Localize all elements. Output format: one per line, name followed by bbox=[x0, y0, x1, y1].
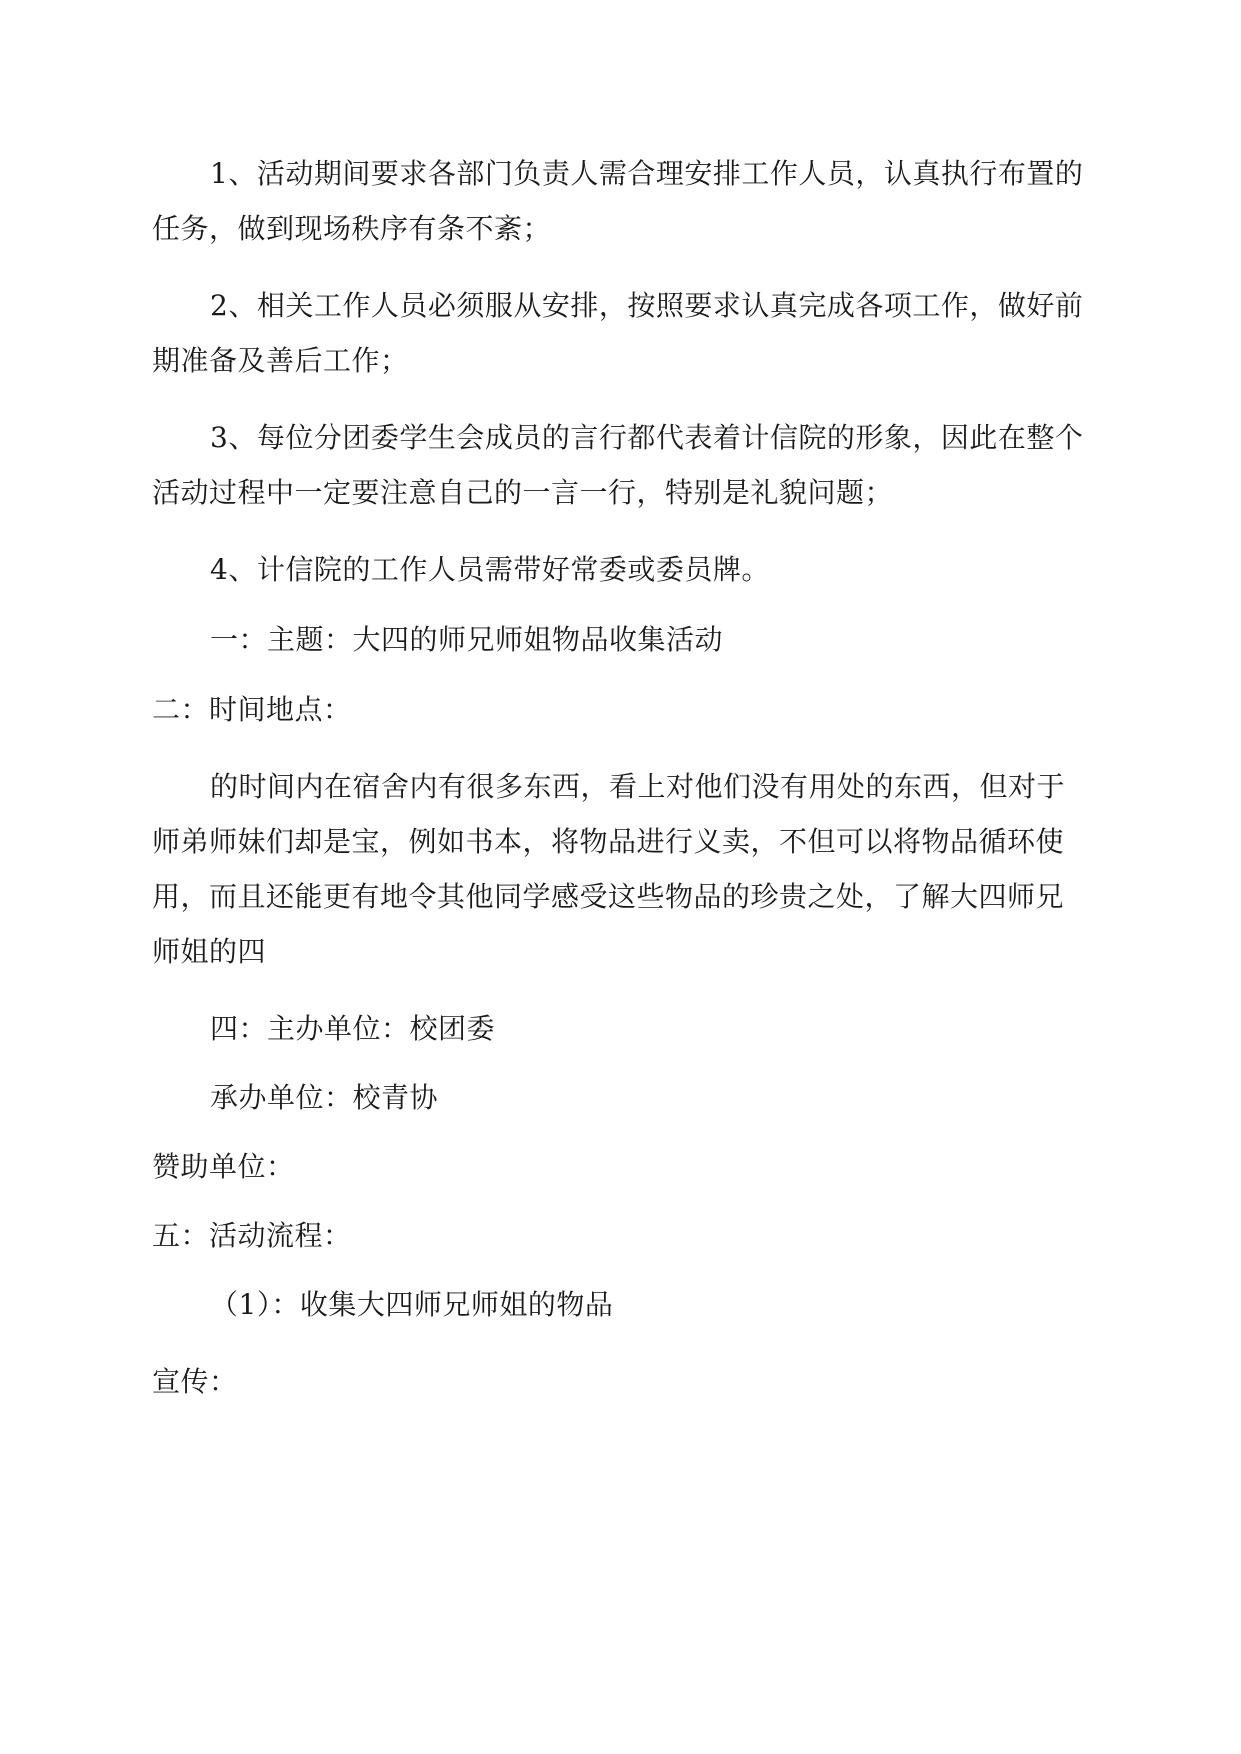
process-step-1: （1）：收集大四师兄师姐的物品 bbox=[210, 1288, 614, 1321]
sponsor-line: 赞助单位： bbox=[152, 1150, 295, 1183]
rule-paragraph-3: 3、每位分团委学生会成员的言行都代表着计信院的形象，因此在整个活动过程中一定要注意自己的一言一行，特别是礼貌问题； bbox=[152, 421, 1084, 509]
co-organizer-line: 承办单位：校青协 bbox=[210, 1081, 439, 1114]
rule-paragraph-4: 4、计信院的工作人员需带好常委或委员牌。 bbox=[210, 553, 770, 586]
background-paragraph: 的时间内在宿舍内有很多东西，看上对他们没有用处的东西，但对于师弟师妹们却是宝，例如书本，将物品进行义卖，不但可以将物品循环使用，而且还能更有地令其他同学感受这些物品的珍贵之处，了解大四师兄师姐的四 bbox=[152, 770, 1066, 968]
publicity-heading: 宣传： bbox=[152, 1365, 238, 1398]
organizer-line: 四：主办单位：校团委 bbox=[210, 1012, 496, 1045]
rule-paragraph-2: 2、相关工作人员必须服从安排，按照要求认真完成各项工作，做好前期准备及善后工作； bbox=[152, 289, 1084, 377]
rule-paragraph-1: 1、活动期间要求各部门负责人需合理安排工作人员，认真执行布置的任务，做到现场秩序有条不紊； bbox=[152, 157, 1084, 245]
time-place-heading: 二：时间地点： bbox=[152, 693, 352, 726]
theme-heading: 一：主题：大四的师兄师姐物品收集活动 bbox=[210, 623, 724, 656]
process-heading: 五：活动流程： bbox=[152, 1219, 352, 1252]
document-body bbox=[152, 146, 1092, 1409]
